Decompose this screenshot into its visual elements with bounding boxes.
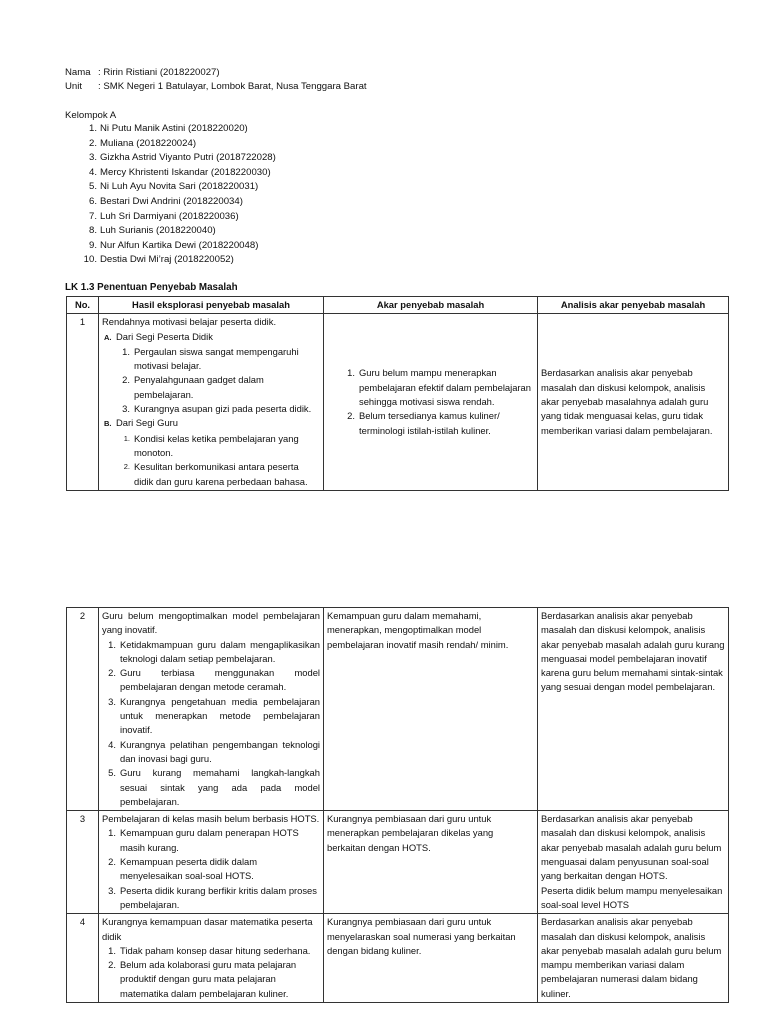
analisis-cell: Berdasarkan analisis akar penyebab masalah dan diskusi kelompok, analisis akar penyebab masalahnya adalah guru yang tidak menguasai kelas, guru tidak memberikan variasi dalam pembelajaran. xyxy=(538,314,729,491)
name-line xyxy=(65,66,220,80)
list-item: 1. Kemampuan guru dalam penerapan HOTS masih kurang. xyxy=(108,827,299,853)
analisis-cell: Berdasarkan analisis akar penyebab masalah dan diskusi kelompok, analisis akar penyebab masalah adalah guru kurang menguasai model pembelajaran inovatif karena guru belum memahami sintak-sintak yang sesuai dengan model pembelajaran. xyxy=(538,608,729,811)
name-value: : Ririn Ristiani (2018220027) xyxy=(98,67,220,78)
akar-cell: Kemampuan guru dalam memahami, menerapkan, mengoptimalkan model pembelajaran inovatif masih rendah/ minim. xyxy=(324,608,538,811)
list-item: 1. Kondisi kelas ketika pembelajaran yang monoton. xyxy=(123,432,299,458)
hasil-intro: Kurangnya kemampuan dasar matematika peserta didik xyxy=(102,916,313,942)
hasil-cell xyxy=(99,811,324,914)
cause-table-part1 xyxy=(66,296,729,491)
list-item: 1. Pergaulan siswa sangat mempengaruhi motivasi belajar. xyxy=(122,345,299,372)
akar-cell: Kurangnya pembiasaan dari guru untuk menyelaraskan soal numerasi yang berkaitan dengan bidang kuliner. xyxy=(324,914,538,1003)
member-item: 4. Mercy Khristenti Iskandar (2018220030) xyxy=(88,166,271,178)
header-no: No. xyxy=(67,297,99,314)
section-a-heading: A. Dari Segi Peserta Didik xyxy=(104,330,213,342)
analisis-text-2: Peserta didik belum mampu menyelesaikan soal-soal level HOTS xyxy=(541,884,723,910)
list-item: 3. Kurangnya asupan gizi pada peserta didik. xyxy=(122,403,312,415)
row-number: 1 xyxy=(67,314,99,491)
hasil-list xyxy=(102,638,320,810)
analisis-cell: Berdasarkan analisis akar penyebab masalah dan diskusi kelompok, analisis akar penyebab masalah adalah guru belum mampu memberikan variasi dalam pembelajaran numerasi dalam bidang kuliner. xyxy=(538,914,729,1003)
list-item: 3. Peserta didik kurang berfikir kritis dalam proses pembelajaran. xyxy=(108,884,317,910)
header-hasil: Hasil eksplorasi penyebab masalah xyxy=(99,297,324,314)
group-title: Kelompok A xyxy=(65,110,117,121)
akar-cell xyxy=(324,314,538,491)
list-item: 2. Guru terbiasa menggunakan model pembelajaran dengan metode ceramah. xyxy=(108,667,320,693)
hasil-intro: Guru belum mengoptimalkan model pembelajaran yang inovatif. xyxy=(102,610,320,636)
hasil-cell xyxy=(99,314,324,491)
list-item: 1. Guru belum mampu menerapkan pembelajaran efektif dalam pembelajaran sehingga motivasi siswa rendah. xyxy=(347,367,531,407)
table-row xyxy=(67,811,729,914)
section-b-heading: B. Dari Segi Guru xyxy=(104,417,179,429)
lk-title: LK 1.3 Penentuan Penyebab Masalah xyxy=(65,282,238,293)
member-item: 2. Muliana (2018220024) xyxy=(88,137,197,149)
table-row xyxy=(67,914,729,1003)
hasil-intro: Rendahnya motivasi belajar peserta didik. xyxy=(102,316,277,328)
header-akar: Akar penyebab masalah xyxy=(324,297,538,314)
table-row xyxy=(67,608,729,811)
member-list xyxy=(81,122,276,268)
member-item: 10. Destia Dwi Mi’raj (2018220052) xyxy=(83,254,234,266)
member-item: 8. Luh Surianis (2018220040) xyxy=(88,225,216,237)
hasil-list xyxy=(102,944,320,1001)
list-item: 2. Kesulitan berkomunikasi antara peserta didik dan guru karena perbedaan bahasa. xyxy=(123,461,308,487)
list-item: 2. Penyalahgunaan gadget dalam pembelajaran. xyxy=(122,374,264,400)
member-item: 1. Ni Putu Manik Astini (2018220020) xyxy=(88,123,248,134)
akar-cell: Kurangnya pembiasaan dari guru untuk menerapkan pembelajaran dikelas yang berkaitan dengan HOTS. xyxy=(324,811,538,914)
unit-label: Unit xyxy=(65,81,83,92)
list-item: 4. Kurangnya pelatihan pengembangan teknologi dan inovasi bagi guru. xyxy=(108,738,320,764)
hasil-list xyxy=(102,826,320,912)
row-number: 2 xyxy=(67,608,99,811)
member-item: 7. Luh Sri Darmiyani (2018220036) xyxy=(88,210,239,222)
hasil-cell xyxy=(99,608,324,811)
hasil-intro: Pembelajaran di kelas masih belum berbasis HOTS. xyxy=(102,813,320,825)
cause-table-part2 xyxy=(66,607,729,1003)
table-row xyxy=(67,314,729,491)
analisis-cell xyxy=(538,811,729,914)
section-b-list xyxy=(102,432,320,489)
list-item: 3. Kurangnya pengetahuan media pembelajaran untuk menerapkan metode pembelajaran inovatif. xyxy=(108,695,320,736)
list-item: 1. Tidak paham konsep dasar hitung sederhana. xyxy=(108,944,311,956)
analisis-text: Berdasarkan analisis akar penyebab masalah dan diskusi kelompok, analisis akar penyebab masalah adalah guru belum menguasai dalam penyusunan soal-soal yang berkaitan dengan HOTS. xyxy=(541,813,722,882)
list-item: 2. Kemampuan peserta didik dalam menyelesaikan soal-soal HOTS. xyxy=(108,856,258,882)
list-item: 5. Guru kurang memahami langkah-langkah sesuai sintak yang ada pada model pembelajaran. xyxy=(108,767,320,807)
list-item: 2. Belum ada kolaborasi guru mata pelajaran produktif dengan guru mata pelajaran matematika dalam pembelajaran kuliner. xyxy=(108,959,297,999)
name-label: Nama xyxy=(65,67,91,78)
section-a-list xyxy=(102,345,320,416)
akar-list xyxy=(327,366,534,437)
row-number: 3 xyxy=(67,811,99,914)
member-item: 5. Ni Luh Ayu Novita Sari (2018220031) xyxy=(88,181,259,193)
row-number: 4 xyxy=(67,914,99,1003)
list-item: 1. Ketidakmampuan guru dalam mengaplikasikan teknologi dalam setiap pembelajaran. xyxy=(108,638,320,664)
unit-line xyxy=(65,80,367,94)
member-item: 3. Gizkha Astrid Viyanto Putri (2018722028) xyxy=(88,152,276,164)
hasil-cell xyxy=(99,914,324,1003)
table-header-row xyxy=(67,297,729,314)
member-item: 9. Nur Alfun Kartika Dewi (2018220048) xyxy=(88,239,259,251)
list-item: 2. Belum tersedianya kamus kuliner/ terminologi istilah-istilah kuliner. xyxy=(347,410,500,436)
unit-value: : SMK Negeri 1 Batulayar, Lombok Barat, Nusa Tenggara Barat xyxy=(98,81,367,92)
member-item: 6. Bestari Dwi Andrini (2018220034) xyxy=(88,195,243,207)
header-analisis: Analisis akar penyebab masalah xyxy=(538,297,729,314)
